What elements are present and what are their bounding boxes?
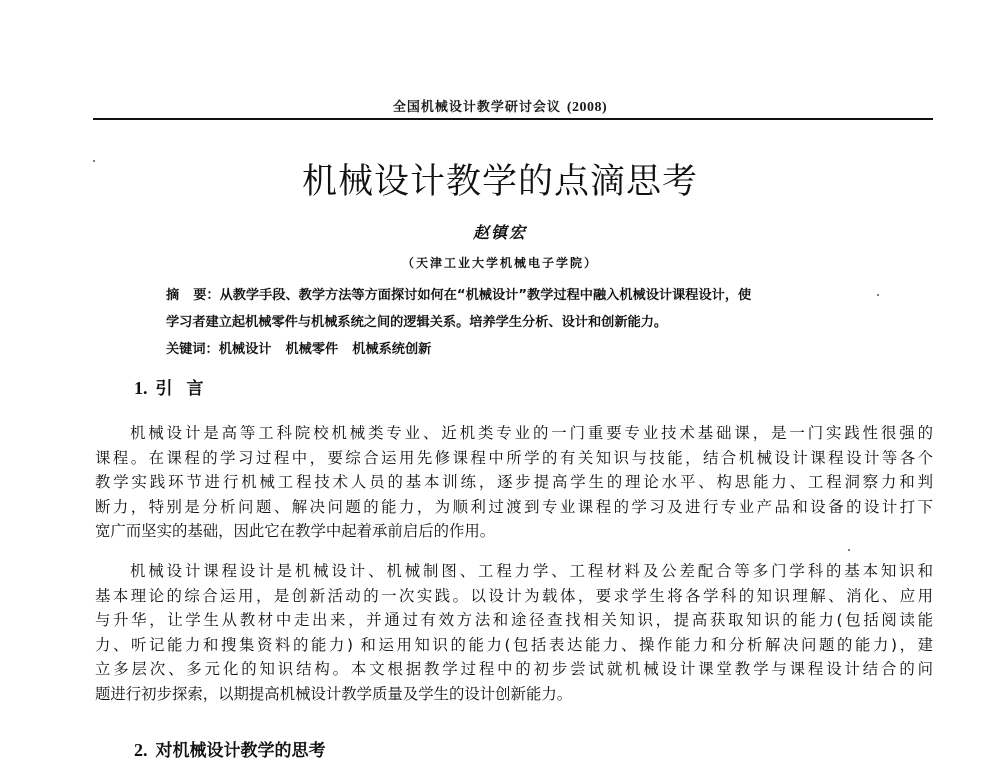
paragraph-line: 机械设计课程设计是机械设计、机械制图、工程力学、工程材料及公差配合等多门学科的基本知识和	[130, 562, 933, 580]
scan-speck	[848, 549, 850, 551]
section-number: 2.	[134, 740, 148, 760]
conference-year: (2008)	[566, 100, 608, 115]
keywords	[166, 336, 445, 363]
abstract-label: 摘 要：	[166, 288, 220, 303]
paragraph-line: 立多层次、多元化的知识结构。本文根据教学过程中的初步尝试就机械设计课堂教学与课程设计结合的问	[95, 660, 933, 678]
scan-speck	[877, 294, 879, 296]
section-heading-reflections: 2. 对机械设计教学的思考	[134, 740, 326, 761]
abstract	[166, 282, 866, 336]
paper-title: 机械设计教学的点滴思考	[301, 162, 698, 202]
keywords-label: 关键词：	[166, 342, 219, 357]
paragraph-line: 机械设计是高等工科院校机械类专业、近机类专业的一门重要专业技术基础课，是一门实践性很强的	[130, 424, 933, 442]
paragraph-line: 力、听记能力和搜集资料的能力) 和运用知识的能力(包括表达能力、操作能力和分析解决问题的能力)，建	[95, 635, 934, 654]
paragraph-line: 教学实践环节进行机械工程技术人员的基本训练，逐步提高学生的理论水平、构思能力、工程洞察力和判	[95, 473, 933, 491]
abstract-line-1	[166, 282, 866, 309]
abstract-text-1: 从教学手段、教学方法等方面探讨如何在“机械设计”教学过程中融入机械设计课程设计，使	[219, 288, 752, 303]
section-number: 1.	[134, 378, 148, 398]
paragraph-line: 题进行初步探索，以期提高机械设计教学质量及学生的设计创新能力。	[95, 684, 573, 703]
paragraph-line: 课程。在课程的学习过程中，要综合运用先修课程中所学的有关知识与技能，结合机械设计课程设计等各个	[95, 448, 933, 467]
author-affiliation: （天津工业大学机械电子学院）	[401, 256, 598, 270]
section-heading-introduction: 1. 引 言	[134, 378, 204, 399]
author-name: 赵镇宏	[472, 223, 527, 242]
header-rule	[93, 118, 933, 120]
body-paragraph-2	[95, 559, 933, 706]
keyword-item: 机械系统创新	[352, 342, 432, 357]
paragraph-line: 断力，特别是分析问题、解决问题的能力，为顺利过渡到专业课程的学习及进行专业产品和设备的设计打下	[95, 497, 933, 516]
body-paragraph-1	[95, 421, 933, 544]
conference-name: 全国机械设计教学研讨会议	[392, 100, 561, 115]
keyword-item: 机械零件	[285, 342, 339, 357]
paragraph-line: 基本理论的综合运用，是创新活动的一次实践。以设计为载体，要求学生将各学科的知识理解、消化、应用	[95, 586, 933, 605]
paragraph-line: 宽广而坚实的基础，因此它在教学中起着承前启后的作用。	[95, 522, 496, 540]
paragraph-line: 与升华，让学生从教材中走出来，并通过有效方法和途径查找相关知识，提高获取知识的能力(包括阅读能	[95, 611, 933, 629]
running-header	[0, 96, 1000, 116]
abstract-line-2: 学习者建立起机械零件与机械系统之间的逻辑关系。培养学生分析、设计和创新能力。	[166, 315, 668, 330]
keyword-item: 机械设计	[218, 342, 272, 357]
